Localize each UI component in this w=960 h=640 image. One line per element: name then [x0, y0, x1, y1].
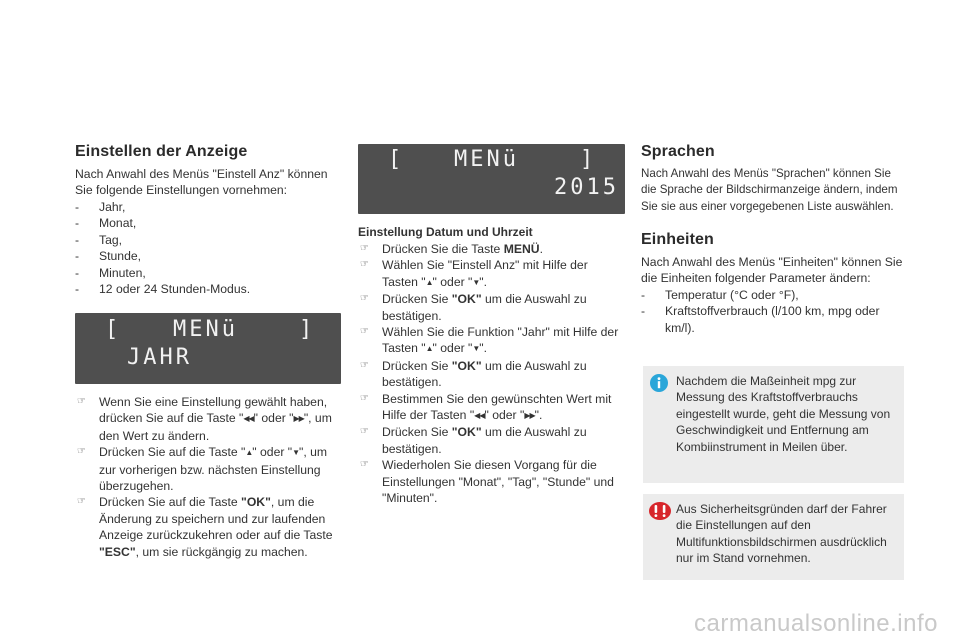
instruction-list — [358, 241, 626, 507]
lcd-bracket-right: ] — [580, 147, 597, 172]
subsection-title: Einstellung Datum und Uhrzeit — [358, 225, 533, 239]
section-title-einheiten: Einheiten — [641, 231, 714, 248]
lcd-bracket-left: [ — [388, 147, 405, 172]
pointer-icon: ☞ — [360, 243, 369, 254]
instruction-item: ☞ Drücken Sie "OK" um die Auswahl zu bestätigen. — [360, 292, 587, 323]
list-item: - Monat, — [75, 215, 343, 231]
pointer-icon: ☞ — [360, 426, 369, 438]
key-label: "ESC" — [99, 544, 136, 559]
key-symbol: ◀◀ — [243, 414, 254, 424]
units-list — [641, 287, 903, 336]
instruction-item: ☞ Drücken Sie auf die Taste "OK", um die Änderung zu speichern und zur laufenden Anzeige zurückzukehren oder auf die Taste "ESC", um sie rückgängig zu machen. — [77, 495, 333, 559]
lcd-bracket-left: [ — [105, 317, 122, 342]
pointer-icon: ☞ — [360, 259, 369, 271]
lcd-menu-label: MENü — [173, 317, 238, 342]
instruction-item: ☞ Drücken Sie "OK" um die Auswahl zu bestätigen. — [360, 358, 587, 390]
section-title-sprachen: Sprachen — [641, 143, 715, 160]
key-symbol: ▼ — [472, 344, 480, 354]
key-symbol: ▼ — [292, 448, 300, 458]
key-symbol: ▶▶ — [524, 411, 535, 421]
display-menu-jahr — [75, 313, 341, 384]
lcd-menu-label: MENü — [454, 147, 519, 172]
key-label: "OK" — [451, 292, 482, 307]
lcd-value: 2015 — [554, 175, 619, 200]
pointer-icon: ☞ — [360, 326, 369, 338]
info-icon — [650, 374, 668, 392]
key-label: MENÜ — [503, 242, 540, 256]
lcd-bracket-right: ] — [299, 317, 316, 342]
info-note-text: Nachdem die Maßeinheit mpg zur Messung des Kraftstoffverbrauchs eingestellt wurde, geht die Messung von Geschwindigkeit und Entfernung am Kombiinstrument in Meilen über. — [676, 374, 891, 454]
instruction-item: ☞ Bestimmen Sie den gewünschten Wert mit Hilfe der Tasten "◀◀" oder "▶▶". — [360, 391, 612, 423]
key-symbol: ▶▶ — [293, 414, 304, 424]
warning-note-box — [643, 494, 904, 580]
watermark: carmanualsonline.info — [694, 610, 938, 637]
pointer-icon: ☞ — [360, 392, 369, 404]
key-label: "OK" — [451, 358, 482, 373]
lcd-value: JAHR — [127, 345, 192, 370]
key-symbol: ◀◀ — [474, 411, 485, 421]
warning-note-text: Aus Sicherheitsgründen darf der Fahrer die Einstellungen auf den Multifunktionsbildschirmen ausdrücklich nur im Stand vornehmen. — [676, 502, 887, 566]
list-item: - Temperatur (°C oder °F), — [641, 287, 903, 303]
instruction-item: ☞ Drücken Sie "OK" um die Auswahl zu bestätigen. — [360, 425, 587, 456]
list-item: - Jahr, — [75, 199, 343, 215]
key-symbol: ▲ — [425, 277, 433, 287]
instruction-list — [75, 394, 343, 560]
warning-icon — [649, 502, 671, 520]
pointer-icon: ☞ — [77, 446, 86, 458]
instruction-item: ☞ Wenn Sie eine Einstellung gewählt haben, drücken Sie auf die Taste "◀◀" oder "▶▶", um den Wert zu ändern. — [77, 395, 332, 443]
settings-list — [75, 199, 343, 297]
einheiten-text: Nach Anwahl des Menüs "Einheiten" können Sie die Einheiten folgender Parameter ändern: — [641, 255, 903, 286]
instruction-item: ☞ Wählen Sie die Funktion "Jahr" mit Hilfe der Tasten "▲" oder "▼". — [360, 325, 619, 356]
instruction-item: ☞ Wählen Sie "Einstell Anz" mit Hilfe der Tasten "▲" oder "▼". — [360, 258, 588, 289]
key-symbol: ▼ — [472, 277, 480, 287]
pointer-icon: ☞ — [360, 359, 369, 371]
key-symbol: ▲ — [425, 344, 433, 354]
pointer-icon: ☞ — [77, 496, 86, 508]
instruction-item: ☞ Wiederholen Sie diesen Vorgang für die Einstellungen "Monat", "Tag", "Stunde" und "Minuten". — [360, 458, 614, 506]
sprachen-text: Nach Anwahl des Menüs "Sprachen" können Sie die Sprache der Bildschirmanzeige ändern, indem Sie sie aus einer vorgegebenen Liste auswählen. — [641, 167, 898, 213]
info-note-box — [643, 366, 904, 483]
list-item: - Tag, — [75, 232, 343, 248]
intro-text: Nach Anwahl des Menüs "Einstell Anz" können Sie folgende Einstellungen vornehmen: — [75, 167, 328, 198]
key-symbol: ▲ — [245, 448, 253, 458]
instruction-item: ☞ Drücken Sie die Taste MENÜ. — [360, 242, 543, 256]
key-label: "OK" — [451, 425, 482, 440]
instruction-item: ☞ Drücken Sie auf die Taste "▲" oder "▼", um zur vorherigen bzw. nächsten Einstellung überzugehen. — [77, 445, 328, 494]
list-item: - Kraftstoffverbrauch (l/100 km, mpg oder km/l). — [641, 303, 903, 336]
display-menu-year — [358, 144, 625, 214]
key-label: "OK" — [241, 495, 271, 510]
section-title-anzeige: Einstellen der Anzeige — [75, 143, 248, 160]
list-item: - Minuten, — [75, 265, 343, 281]
list-item: - 12 oder 24 Stunden-Modus. — [75, 281, 343, 297]
pointer-icon: ☞ — [360, 459, 369, 471]
pointer-icon: ☞ — [77, 396, 86, 407]
pointer-icon: ☞ — [360, 293, 369, 305]
list-item: - Stunde, — [75, 248, 343, 264]
